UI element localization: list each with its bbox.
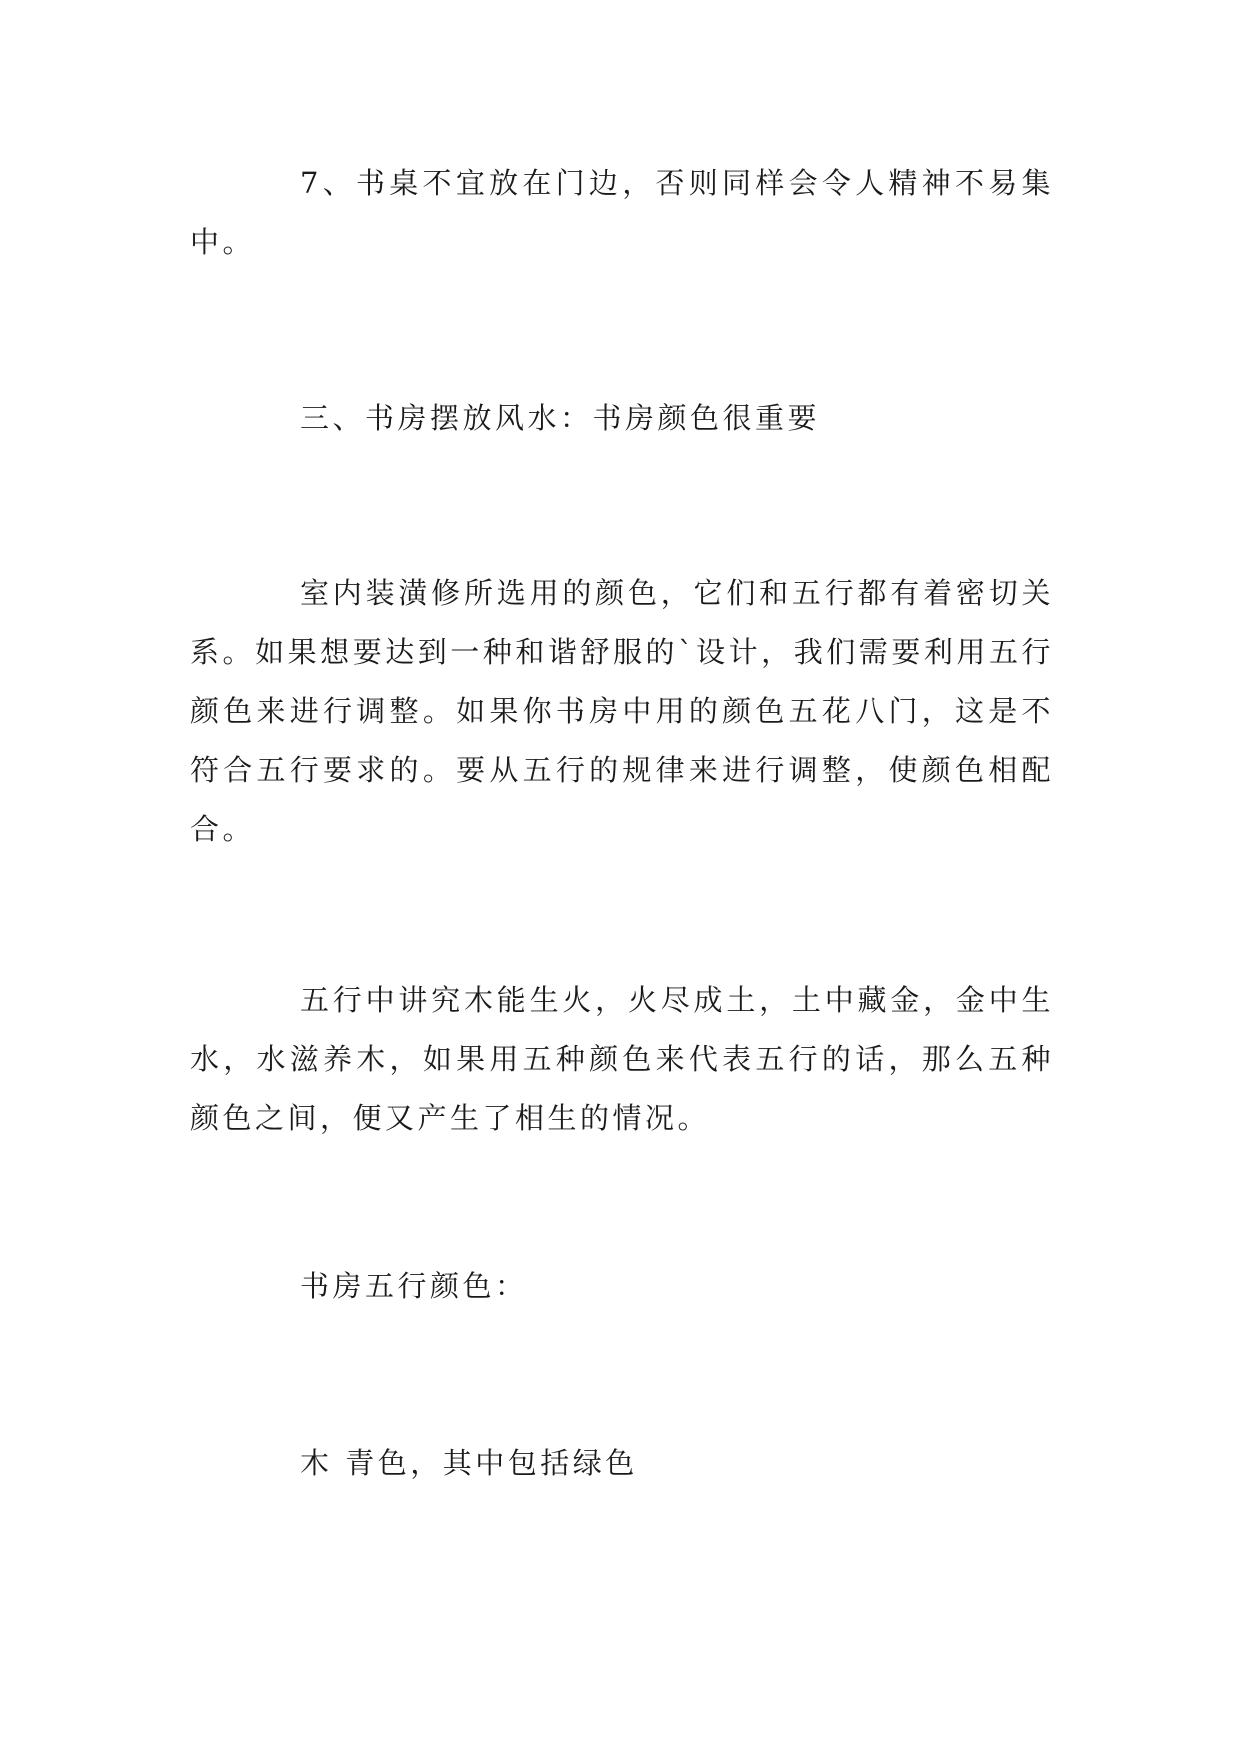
paragraph-interior-colors: 室内装潢修所选用的颜色，它们和五行都有着密切关系。如果想要达到一种和谐舒服的`设计，我们需要利用五行颜色来进行调整。如果你书房中用的颜色五花八门，这是不符合五行要求的。要从五行的规律来进行调整，使颜色相配合。 <box>190 576 1054 846</box>
paragraph-five-elements-cycle: 五行中讲究木能生火，火尽成土，土中藏金，金中生水，水滋养木，如果用五种颜色来代表五行的话，那么五种颜色之间，便又产生了相生的情况。 <box>190 983 1054 1135</box>
paragraph-wood-color: 木 青色，其中包括绿色 <box>300 1446 638 1480</box>
subheading-study-element-colors: 书房五行颜色： <box>300 1269 528 1303</box>
section-heading-study-color: 三、书房摆放风水：书房颜色很重要 <box>300 401 821 435</box>
paragraph-desk-placement: 7、书桌不宜放在门边，否则同样会令人精神不易集中。 <box>190 166 1054 259</box>
